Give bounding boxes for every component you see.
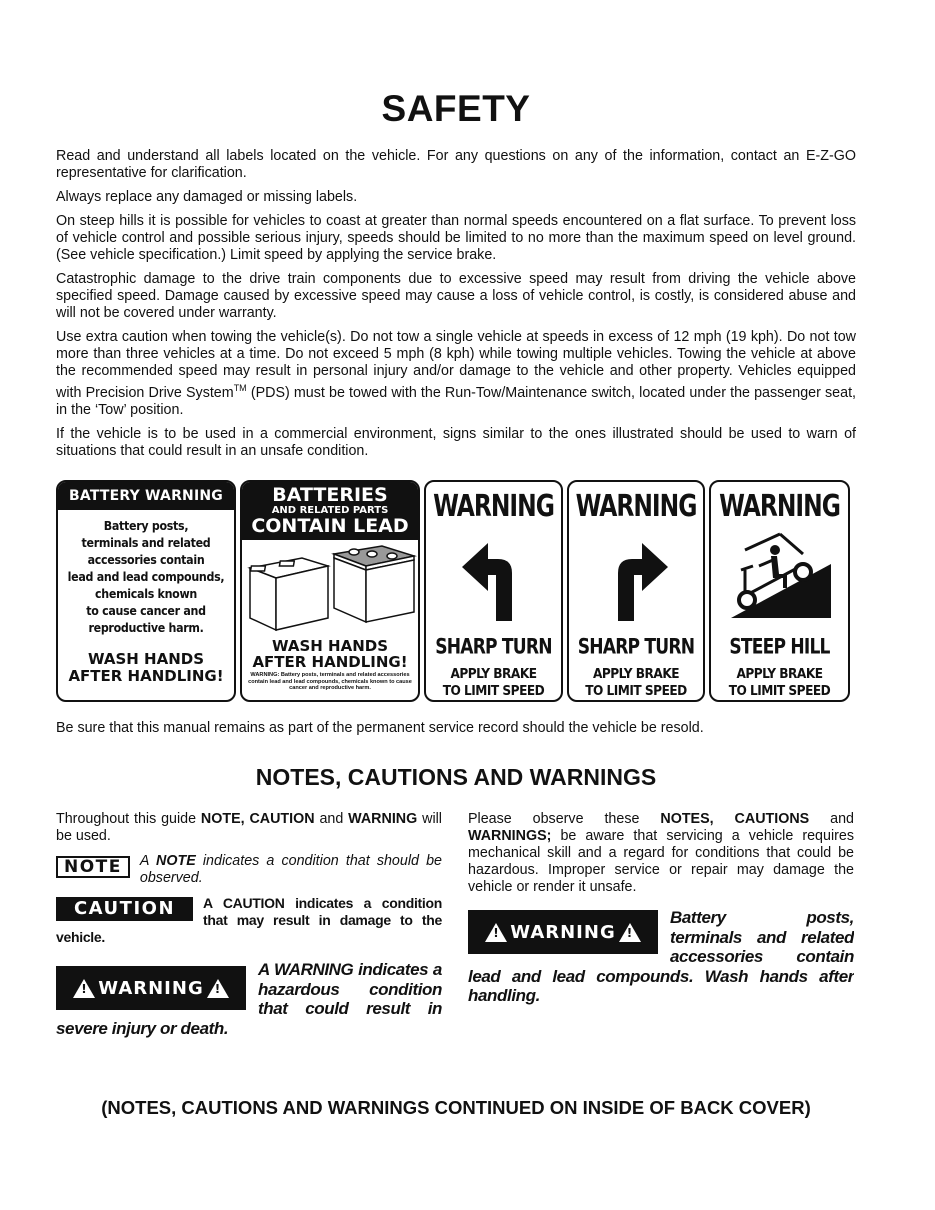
sign-line: WASH HANDS — [87, 650, 205, 668]
warning-triangle-icon — [485, 923, 507, 942]
sign-instruction — [711, 666, 848, 700]
towing-text: Use extra caution when towing the vehicle(s). Do not tow a single vehicle at speeds in excess of 12 mph (19 kph). Do not tow more than three vehicles at a time. Do not exceed 5 mph (8 kph) while towing multiple vehicles. Towing the vehicle at above the recommended speed may result in personal injury and/or damage to the vehicle and other property. Vehicles equipped with Precision Drive System — [56, 329, 856, 401]
battery-warning-sign — [56, 480, 236, 702]
sign-title: STEEP HILL — [729, 634, 830, 660]
sign-line: Battery posts, — [103, 519, 189, 533]
batteries-icon — [242, 540, 418, 638]
sign-line: BATTERIES — [272, 484, 388, 506]
sign-line: TO LIMIT SPEED — [442, 683, 545, 699]
left-column — [56, 811, 442, 1038]
sign-header — [242, 482, 418, 540]
left-turn-arrow-icon — [426, 522, 561, 632]
towing-paragraph — [56, 329, 856, 419]
sign-instruction — [426, 666, 561, 700]
sign-line: CONTAIN LEAD — [251, 515, 409, 537]
sign-footer — [242, 638, 418, 670]
caution-definition — [56, 895, 442, 946]
towing-text: (PDS) must be towed with the Run-Tow/Maintenance switch, located under the passenger seat, in the ‘Tow’ position. — [56, 384, 857, 418]
intro-paragraph: Read and understand all labels located on the vehicle. For any questions on any of the information, contact an E-Z-GO representative for clarification. — [56, 148, 856, 181]
note-badge: NOTE — [56, 856, 130, 878]
sign-header: WARNING — [719, 489, 840, 525]
sign-title: SHARP TURN — [435, 634, 552, 660]
bold-text: WARNINGS; — [468, 828, 552, 844]
caution-text: A CAUTION indicates a condition that may result in damage to the vehicle. — [56, 895, 442, 945]
sign-line: TO LIMIT SPEED — [585, 683, 687, 699]
sign-line: APPLY BRAKE — [450, 666, 537, 682]
sign-line: lead and lead compounds, — [67, 570, 225, 584]
sign-header: WARNING — [433, 489, 554, 525]
text: Throughout this guide — [56, 811, 201, 827]
sign-instruction — [569, 666, 703, 700]
sign-line: to cause cancer and — [86, 604, 206, 618]
intro-paragraph: Catastrophic damage to the drive train components due to excessive speed may result from driving the vehicle above specified speed. Damage caused by excessive speed may cause a loss of vehicle control, is costly, is considered abuse and will not be covered under warranty. — [56, 271, 856, 321]
sign-line: AFTER HANDLING! — [68, 667, 224, 685]
badge-label: WARNING — [98, 977, 204, 999]
warning-badge — [56, 966, 246, 1010]
warning-text: A WARNING indicates a hazardous condition that could result in severe injury or death. — [56, 960, 442, 1038]
sign-line: chemicals known — [95, 587, 197, 601]
text: indicates a condition that should be observed. — [139, 853, 442, 886]
intro-paragraph: Always replace any damaged or missing labels. — [56, 189, 358, 205]
sign-line: accessories contain — [87, 553, 205, 567]
text: Please observe these — [468, 811, 661, 827]
commercial-paragraph: If the vehicle is to be used in a commercial environment, signs similar to the ones illustrated should be used to warn of situations that could result in an unsafe condition. — [56, 425, 856, 459]
sign-line: AND RELATED PARTS — [271, 505, 389, 516]
bold-text: WARNING — [348, 811, 418, 827]
resold-paragraph: Be sure that this manual remains as part of the permanent service record should the vehicle be resold. — [56, 720, 704, 736]
warning-triangle-icon — [619, 923, 641, 942]
observe-paragraph — [468, 811, 854, 896]
sign-title: SHARP TURN — [577, 634, 695, 660]
text: be aware that servicing a vehicle requires mechanical skill and a regard for conditions that could be hazardous. Improper service or repair may damage the vehicle or render it unsafe. — [468, 828, 854, 895]
note-definition — [56, 853, 442, 887]
safety-intro — [56, 148, 856, 467]
sign-line: AFTER HANDLING! — [252, 653, 408, 671]
sign-line: reproductive harm. — [88, 621, 204, 635]
sign-line: APPLY BRAKE — [592, 666, 680, 682]
sharp-turn-left-sign — [424, 480, 563, 702]
bold-text: NOTES, CAUTIONS — [660, 811, 810, 827]
badge-label: WARNING — [510, 921, 616, 943]
right-column — [468, 811, 854, 1006]
sign-line: terminals and related — [81, 536, 211, 550]
sign-line: APPLY BRAKE — [736, 666, 823, 682]
sign-illustrations — [56, 480, 856, 704]
warning-badge — [468, 910, 658, 954]
sign-fine-print: WARNING: Battery posts, terminals and related accessories contain lead and lead compounds, chemicals known to cause cancer and reproductive harm. — [248, 672, 412, 691]
sign-line: WASH HANDS — [271, 637, 389, 655]
bold-text: NOTE, CAUTION — [200, 811, 315, 827]
trademark-mark: TM — [233, 383, 247, 393]
warning-triangle-icon — [207, 979, 229, 998]
sharp-turn-right-sign — [567, 480, 705, 702]
warning-triangle-icon — [73, 979, 95, 998]
text: will be used. — [56, 811, 442, 844]
sign-header: WARNING — [575, 489, 697, 525]
steep-hill-sign — [709, 480, 850, 702]
page-title: SAFETY — [381, 88, 531, 129]
notes-intro — [56, 811, 442, 845]
cart-on-hill-icon — [711, 522, 848, 632]
section-title: NOTES, CAUTIONS AND WARNINGS — [255, 764, 657, 790]
bold-text: NOTE — [156, 853, 196, 869]
contain-lead-sign — [240, 480, 420, 702]
text: and — [314, 811, 349, 827]
battery-warning-text: Battery posts, terminals and related accessories contain lead and lead compounds. Wash hands after handling. — [468, 908, 854, 1005]
text: A — [139, 853, 157, 869]
caution-badge: CAUTION — [56, 897, 193, 921]
sign-body — [58, 510, 234, 637]
sign-line: TO LIMIT SPEED — [728, 683, 831, 699]
intro-paragraph: On steep hills it is possible for vehicles to coast at greater than normal speeds encountered on a flat surface. To prevent loss of vehicle control and possible serious injury, speeds should be limited to no more than the maximum speed on level ground. (See vehicle specification.) Limit speed by applying the service brake. — [56, 213, 856, 263]
continued-footer: (NOTES, CAUTIONS AND WARNINGS CONTINUED ON INSIDE OF BACK COVER) — [101, 1097, 811, 1118]
battery-warning-note — [468, 908, 854, 1006]
right-turn-arrow-icon — [569, 522, 703, 632]
sign-header: BATTERY WARNING — [58, 482, 234, 510]
text: and — [809, 811, 854, 827]
sign-footer — [58, 651, 234, 685]
warning-definition — [56, 960, 442, 1038]
